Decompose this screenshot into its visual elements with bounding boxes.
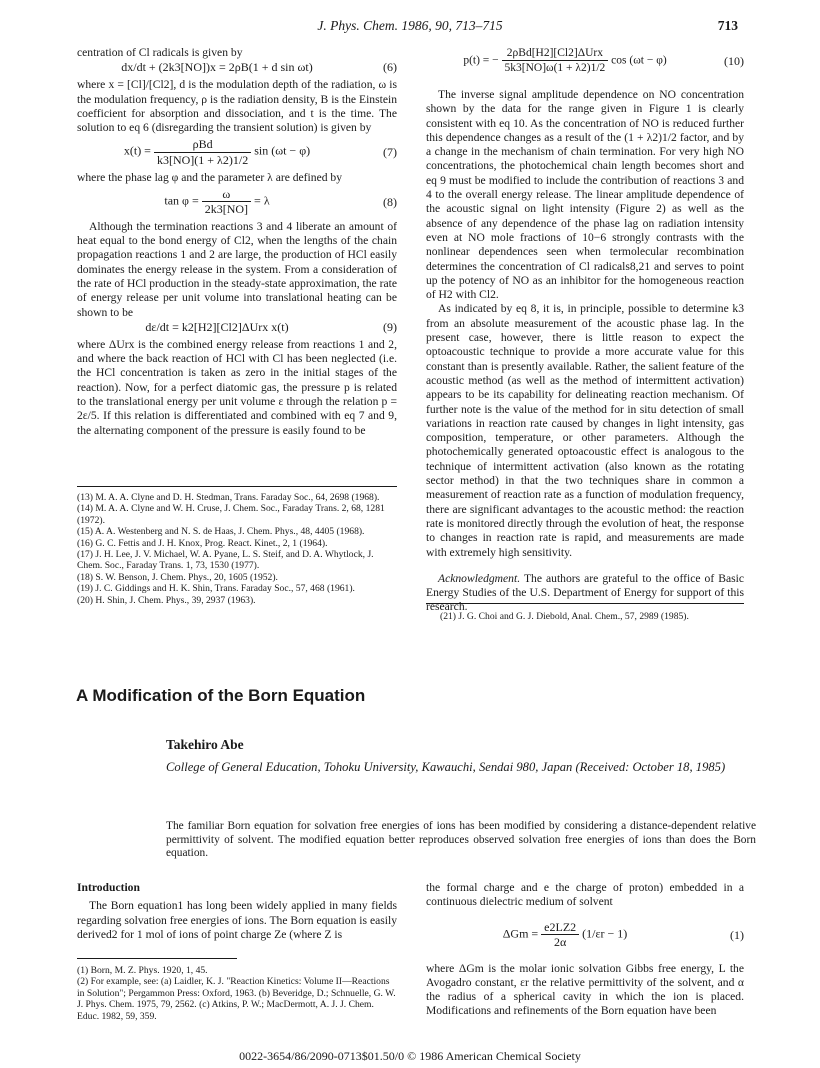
footnote-rule — [77, 486, 397, 487]
reference-item: (15) A. A. Westenberg and N. S. de Haas, J. Chem. Phys., 48, 4405 (1968). — [77, 526, 365, 538]
intro-left-column — [77, 881, 397, 942]
paragraph: where the phase lag φ and the parameter λ are defined by — [77, 171, 342, 185]
acknowledgment — [426, 572, 744, 615]
equation-rhs: sin (ωt − φ) — [254, 144, 311, 159]
references-right — [440, 611, 744, 622]
numerator: ρBd — [154, 137, 251, 152]
numerator: e2LZ2 — [541, 920, 579, 935]
equation-number: (10) — [724, 54, 744, 68]
fraction — [154, 137, 251, 167]
reference-item: (18) S. W. Benson, J. Chem. Phys., 20, 1605 (1952). — [77, 571, 278, 583]
paragraph: where ΔUrx is the combined energy release from reactions 1 and 2, and where the back reaction of HCl with Cl has been neglected (i.e. the HCl concentration is taken as zero in the initial stages of the reaction). Now, for a perfect diatomic gas, the pressure p is related to the translational energy per unit volume ε through the relation p = 2ε/5. If this relation is differentiated and combined with eq 7 and 9, the alternating component of the pressure is easily found to be — [77, 337, 397, 437]
denominator: 5k3[NO]ω(1 + λ2)1/2 — [504, 62, 606, 75]
equation-number: (6) — [383, 60, 397, 75]
intro-references — [77, 965, 397, 1022]
article-affiliation: College of General Education, Tohoku University, Kawauchi, Sendai 980, Japan (Received: October 18, 1985) — [166, 760, 726, 774]
intro-right-column — [426, 881, 744, 1019]
reference-item: (14) M. A. A. Clyne and W. H. Cruse, J. Chem. Soc., Faraday Trans. 2, 68, 1281 (1972). — [77, 503, 385, 526]
equation-body: dx/dt + (2k3[NO])x = 2ρB(1 + d sin ωt) — [121, 60, 313, 75]
equation-number: (9) — [383, 319, 397, 334]
journal-citation: J. Phys. Chem. 1986, 90, 713–715 — [317, 18, 503, 33]
equation-9 — [77, 320, 397, 338]
article-abstract: The familiar Born equation for solvation free energies of ions has been modified by considering a distance-dependent relative permittivity of solvent. The modified equation better reproduces observed solvation free energies of ions than does the Born equation. — [166, 820, 756, 860]
references-left — [77, 492, 397, 606]
equation-rhs: cos (ωt − φ) — [611, 54, 667, 67]
reference-item: (1) Born, M. Z. Phys. 1920, 1, 45. — [77, 965, 208, 976]
paragraph: where x = [Cl]/[Cl2], d is the modulation depth of the radiation, ω is the modulation frequency, ρ is the radiation density, B is the Einstein coefficient for absorption and dissociation, and t is the time. The solution to eq 6 (disregarding the transient solution) is given by — [77, 78, 397, 135]
acknowledgment-label: Acknowledgment. — [438, 571, 521, 585]
denominator: k3[NO](1 + λ2)1/2 — [156, 152, 249, 167]
paragraph: The Born equation1 has long been widely applied in many fields regarding solvation free energies of ions. The Born equation is easily derived2 for 1 mol of ions of point charge Ze (where Z is — [77, 899, 397, 941]
paragraph: where ΔGm is the molar ionic solvation Gibbs free energy, L the Avogadro constant, εr the relative permittivity of the solvent, and α the radius of a spherical cavity in which the ion is placed. Modifications and refinements of the Born equation have been — [426, 961, 744, 1018]
fraction — [502, 46, 609, 76]
reference-item: (2) For example, see: (a) Laidler, K. J. "Reaction Kinetics: Volume II—Reactions in Solution"; Pergammon Press: Oxford, 1963. (b) Beveridge, D.; Schnuelle, G. W. J. Phys. Chem. 1975, 79, 2562. (c) Atkins, P. W.; MacDermott, A. J. J. Chem. Educ. 1982, 59, 359. — [77, 976, 396, 1022]
equation-number: (7) — [383, 145, 397, 160]
right-column — [426, 44, 744, 615]
equation-lhs: ΔGm = — [502, 926, 539, 941]
equation-rhs: (1/εr − 1) — [582, 926, 628, 941]
equation-lhs: p(t) = − — [463, 54, 499, 67]
denominator: 2α — [554, 934, 567, 949]
equation-6 — [77, 60, 397, 78]
equation-number: (8) — [383, 194, 397, 209]
article-author: Takehiro Abe — [166, 737, 244, 752]
page-number: 713 — [717, 18, 738, 33]
article-title: A Modification of the Born Equation — [76, 686, 366, 705]
equation-number: (1) — [730, 927, 744, 942]
reference-item: (20) H. Shin, J. Chem. Phys., 39, 2937 (1963). — [77, 594, 256, 606]
footnote-rule — [426, 603, 744, 604]
reference-item: (19) J. C. Giddings and H. K. Shin, Trans. Faraday Soc., 57, 468 (1961). — [77, 583, 355, 595]
footnote-rule — [77, 958, 237, 959]
paragraph: Although the termination reactions 3 and 4 liberate an amount of heat equal to the bond energy of Cl2, when the lengths of the chain propagation reactions 1 and 2 are large, the production of HCl easily dominates the energy release in the system. From a consideration of the rate of HCl production in the steady-state approximation, the rate of energy release per unit volume into translational heating can be shown to be — [77, 219, 397, 319]
reference-item: (13) M. A. A. Clyne and D. H. Stedman, Trans. Faraday Soc., 64, 2698 (1968). — [77, 492, 380, 503]
equation-7 — [77, 135, 397, 171]
denominator: 2k3[NO] — [204, 202, 249, 217]
reference-item: (16) G. C. Fettis and J. H. Knox, Prog. React. Kinet., 2, 1 (1964). — [77, 537, 328, 549]
paragraph: centration of Cl radicals is given by — [77, 46, 243, 59]
numerator: 2ρBd[H2][Cl2]ΔUrx — [502, 46, 609, 61]
reference-item: (21) J. G. Choi and G. J. Diebold, Anal. Chem., 57, 2989 (1985). — [440, 611, 689, 622]
equation-8 — [77, 186, 397, 220]
reference-item: (17) J. H. Lee, J. V. Michael, W. A. Pyane, L. S. Steif, and D. A. Whytlock, J. Chem. Soc., Faraday Trans. 1, 73, 1530 (1977). — [77, 549, 374, 572]
section-heading: Introduction — [77, 881, 140, 894]
paragraph: the formal charge and e the charge of proton) embedded in a continuous dielectric medium of solvent — [426, 881, 744, 909]
fraction — [202, 187, 251, 217]
equation-1 — [426, 914, 744, 962]
equation-rhs: = λ — [254, 193, 270, 208]
acknowledgment-text: The authors are grateful to the office of Basic Energy Studies of the U.S. Department of Energy for support of this research. — [426, 571, 744, 614]
equation-lhs: tan φ = — [164, 193, 199, 208]
numerator: ω — [202, 187, 251, 202]
equation-lhs: x(t) = — [123, 144, 151, 159]
paragraph: The inverse signal amplitude dependence on NO concentration shown by the data for the range given in Figure 1 is clearly consistent with eq 10. As the concentration of NO is reduced further this dependence changes as a result of the (1 + λ2)1/2 factor, and by a change in the mechanism of chain termination. For very high NO concentrations, the photochemical chain length becomes short and eq 9 must be modified to include the contribution of reactions 3 and 4 to the overall energy release. The linear amplitude dependence of the acoustic signal on light intensity (Figure 2) as well as the absence of any dependence of the phase lag on radiation intensity even at NO mole fractions of 10−6 strongly contrasts with the nonlinear dependences seen when termolecular recombination determines the concentration of Cl radicals8,21 and serves to point up the potency of NO as an inhibitor for the homogeneous reaction of H2 with Cl2. — [426, 88, 744, 302]
equation-10 — [426, 44, 744, 84]
fraction — [541, 920, 579, 950]
left-column — [77, 46, 397, 438]
equation-body: dε/dt = k2[H2][Cl2]ΔUrx x(t) — [145, 319, 289, 334]
paragraph: As indicated by eq 8, it is, in principle, possible to determine k3 from an absolute measurement of the acoustic phase lag. In the present case, however, there is little reason to expect the optoacoustic technique to provide a more accurate value for this constant than is presently available. Rather, the salient feature of the acoustic method (as well as the method of intermittent activation) appears to be its capability for delineating reaction mechanism. Of further note is the value of the method for in situ detection of small variations in reaction rate caused by changes in light intensity, gas composition, temperature, or other parameters. Although the photochemically generated optoacoustic effect is analogous to the technique of intermittent activation (also known as the rotating sector method) in that the two techniques share in common a measurement of reaction rate as a function of modulation frequency, there are significant advantages to the acoustic method: the reaction rate is monitored directly through the evolution of heat, the response to changes in reaction rate is rapid, and measurements are made with extremely high sensitivity. — [426, 302, 744, 559]
page-footer: 0022-3654/86/2090-0713$01.50/0 © 1986 American Chemical Society — [239, 1049, 581, 1063]
